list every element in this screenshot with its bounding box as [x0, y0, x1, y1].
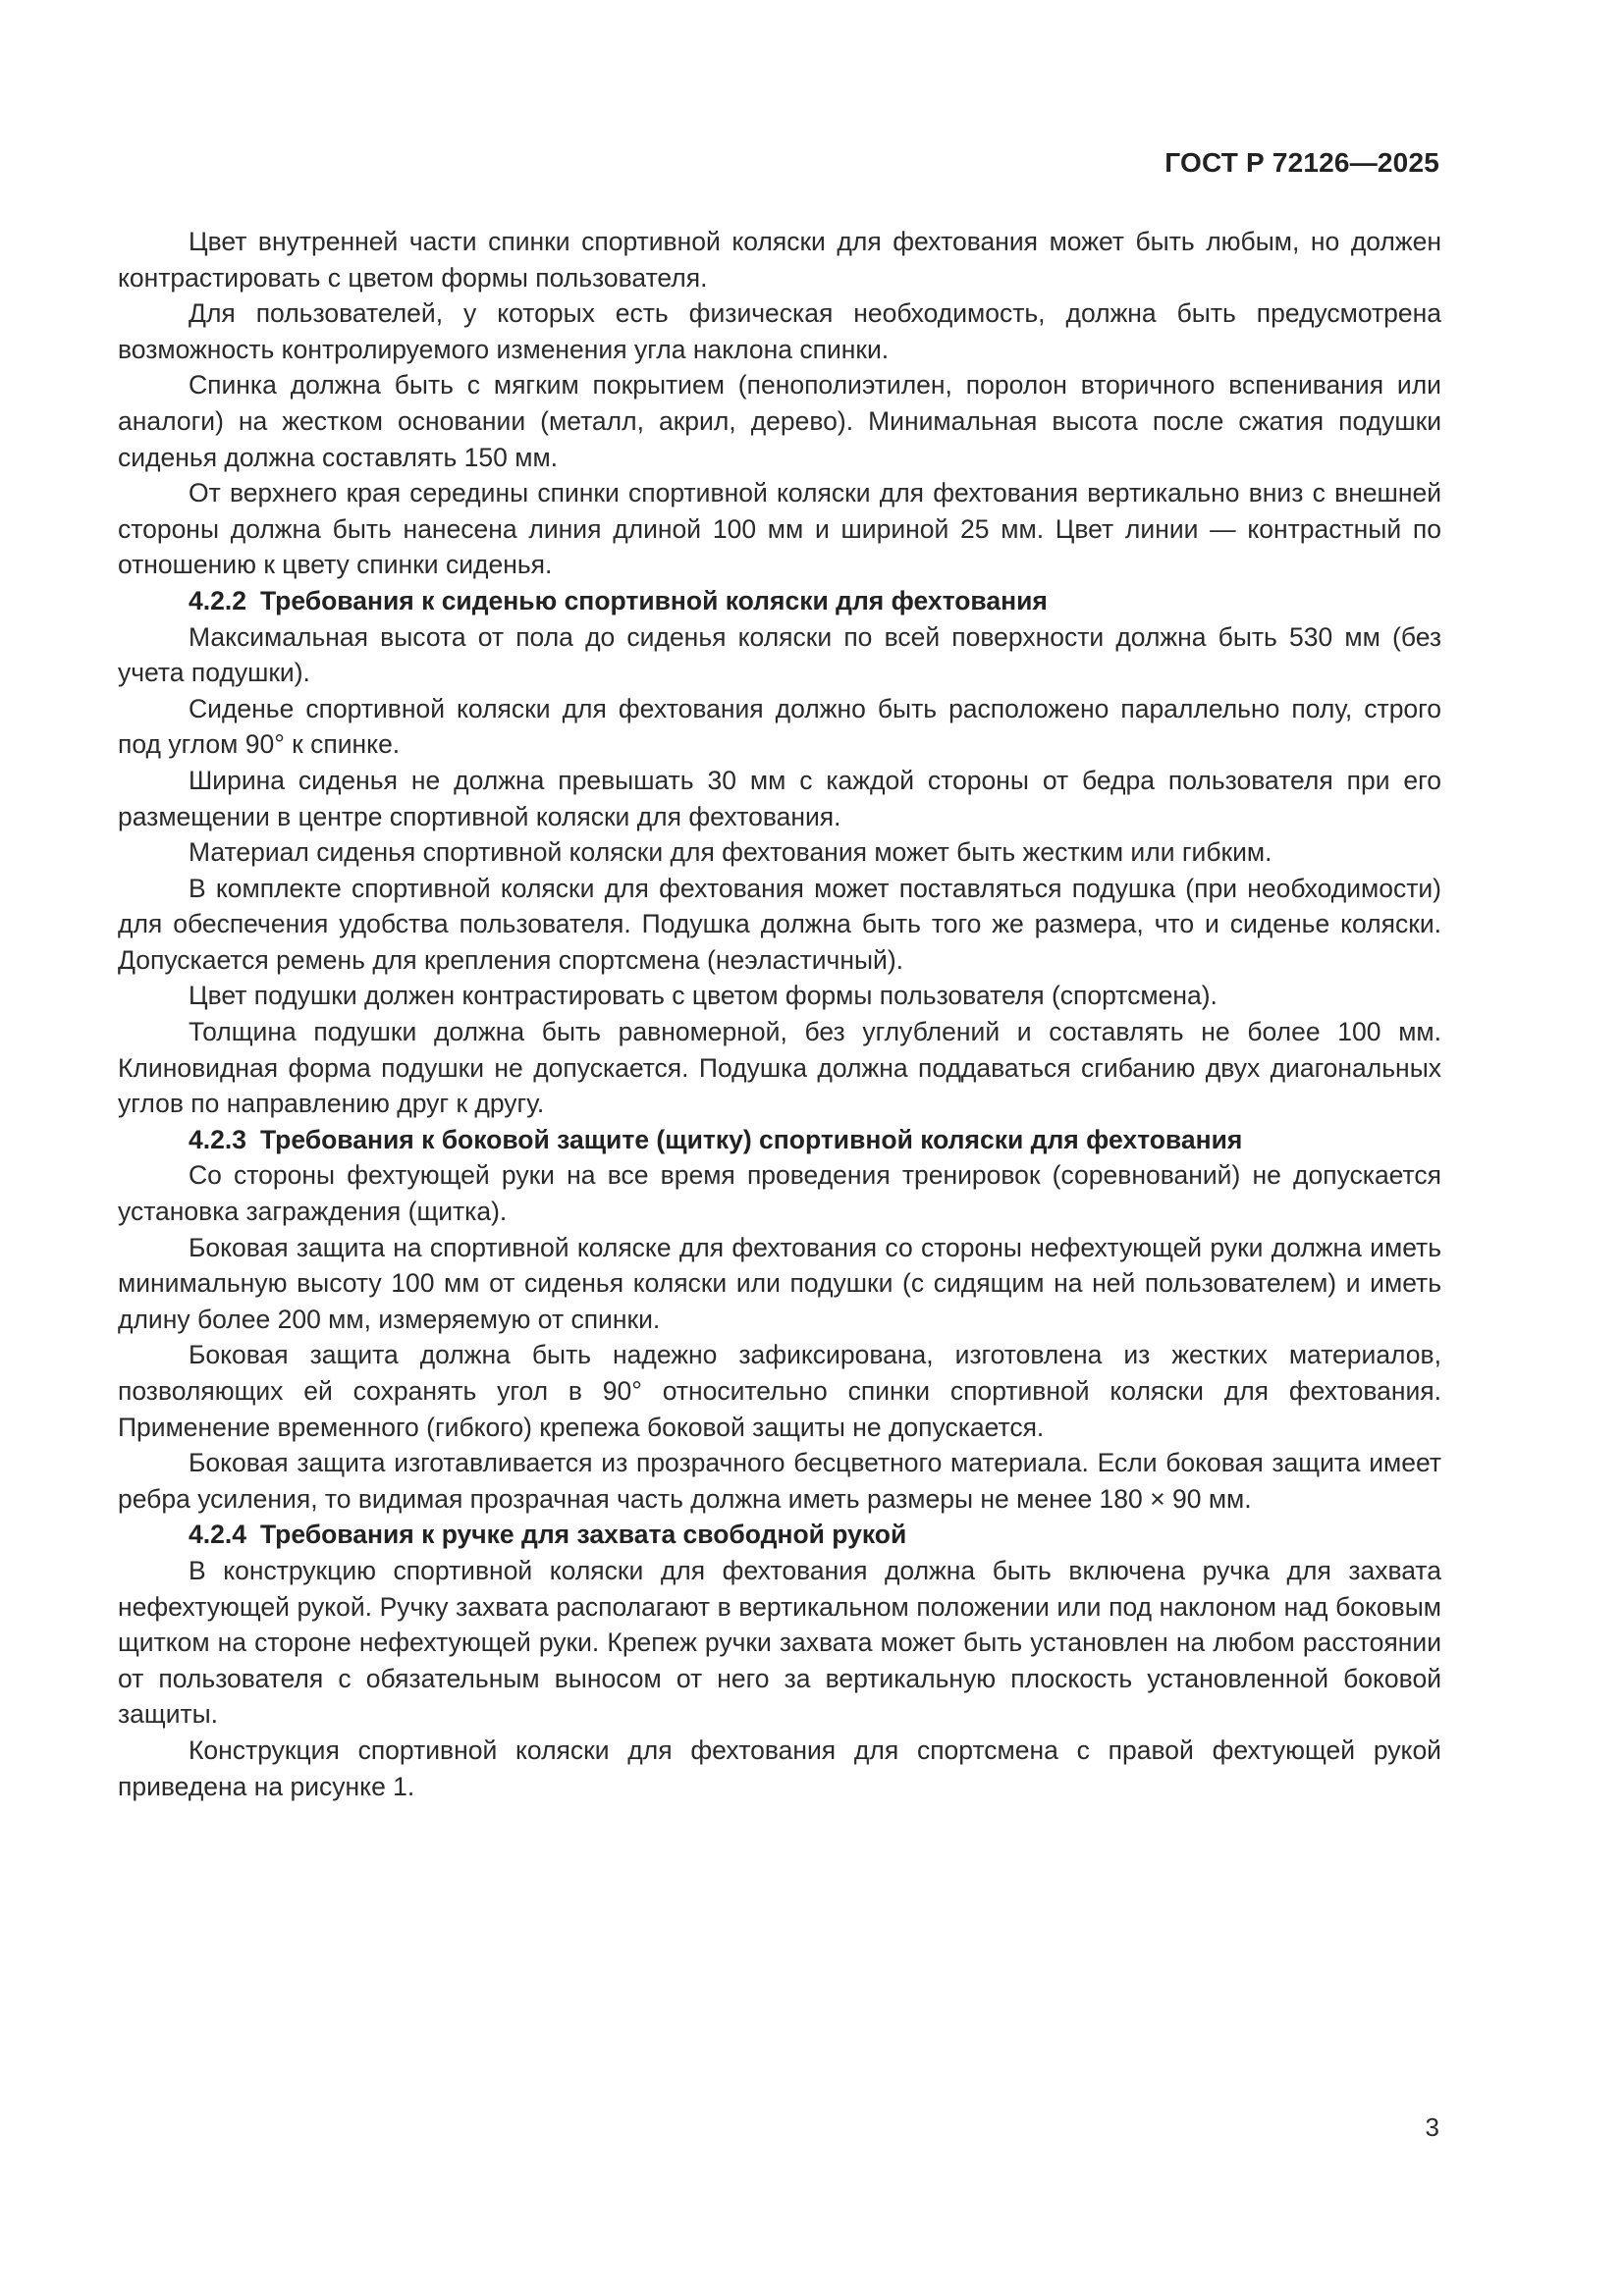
paragraph-backrest-line: От верхнего края середины спинки спортивной коляски для фехтования вертикально вниз с внешней стороны должна быть нанесена линия длиной 100 мм и шириной 25 мм. Цвет линии — контрастный по отношению к цвету спинки сиденья.	[118, 478, 1441, 580]
paragraph-side-guard-material: Боковая защита изготавливается из прозрачного бесцветного материала. Если боковая защита имеет ребра усиления, то видимая прозрачная часть должна иметь размеры не менее 180 × 90 мм.	[118, 1448, 1441, 1514]
paragraph-side-guard-size: Боковая защита на спортивной коляске для фехтования со стороны нефехтующей руки должна иметь минимальную высоту 100 мм от сиденья коляски или подушки (с сидящим на ней пользователем) и иметь длину более 200 мм, измеряемую от спинки.	[118, 1232, 1441, 1334]
section-heading-4-2-4	[118, 1517, 1441, 1553]
document-standard-id: ГОСТ Р 72126—2025	[1164, 147, 1439, 178]
paragraph-cushion-thickness: Толщина подушки должна быть равномерной, без углублений и составлять не более 100 мм. Клиновидная форма подушки не допускается. Подушка должна поддаваться сгибанию двух диагональных углов по направлению друг к другу.	[118, 1017, 1441, 1119]
paragraph-seat-material: Материал сиденья спортивной коляски для фехтования может быть жестким или гибким.	[189, 837, 1272, 868]
section-number: 4.2.4	[189, 1520, 246, 1550]
section-title: Требования к боковой защите (щитку) спортивной коляски для фехтования	[259, 1124, 1243, 1154]
paragraph-side-guard-fixing: Боковая защита должна быть надежно зафиксирована, изготовлена из жестких материалов, позволяющих ей сохранять угол в 90° относительно спинки спортивной коляски для фехтования. Применение временного (гибкого) крепежа боковой защиты не допускается.	[118, 1340, 1441, 1442]
section-number: 4.2.2	[189, 585, 246, 615]
section-number: 4.2.3	[189, 1124, 246, 1154]
paragraph-figure-reference: Конструкция спортивной коляски для фехтования для спортсмена с правой фехтующей рукой приведена на рисунке 1.	[118, 1735, 1441, 1801]
section-title: Требования к сиденью спортивной коляски для фехтования	[259, 585, 1048, 615]
paragraph-seat-width: Ширина сиденья не должна превышать 30 мм с каждой стороны от бедра пользователя при его размещении в центре спортивной коляски для фехтования.	[118, 765, 1441, 831]
paragraph-cushion-supply: В комплекте спортивной коляски для фехтования может поставляться подушка (при необходимости) для обеспечения удобства пользователя. Подушка должна быть того же размера, что и сиденье коляски. Допускается ремень для крепления спортсмена (неэластичный).	[118, 873, 1441, 975]
paragraph-grip-handle: В конструкцию спортивной коляски для фехтования должна быть включена ручка для захвата нефехтующей рукой. Ручку захвата располагают в вертикальном положении или под наклоном над боковым щитком на стороне нефехтующей руки. Крепеж ручки захвата может быть установлен на любом расстоянии от пользователя с обязательным выносом от него за вертикальную плоскость установленной боковой защиты.	[118, 1555, 1441, 1730]
paragraph-fencing-side: Со стороны фехтующей руки на все время проведения тренировок (соревнований) не допускается установка заграждения (щитка).	[118, 1160, 1441, 1227]
page-number: 3	[1425, 2112, 1439, 2142]
section-heading-4-2-3	[118, 1122, 1441, 1158]
paragraph-backrest-color: Цвет внутренней части спинки спортивной коляски для фехтования может быть любым, но должен контрастировать с цветом формы пользователя.	[118, 227, 1441, 293]
paragraph-backrest-padding: Спинка должна быть с мягким покрытием (пенополиэтилен, поролон вторичного вспенивания или аналоги) на жестком основании (металл, акрил, дерево). Минимальная высота после сжатия подушки сиденья должна составлять 150 мм.	[118, 370, 1441, 472]
paragraph-seat-height: Максимальная высота от пола до сиденья коляски по всей поверхности должна быть 530 мм (без учета подушки).	[118, 621, 1441, 688]
section-title: Требования к ручке для захвата свободной рукой	[259, 1520, 907, 1550]
paragraph-backrest-angle: Для пользователей, у которых есть физическая необходимость, должна быть предусмотрена возможность контролируемого изменения угла наклона спинки.	[118, 298, 1441, 364]
paragraph-cushion-color: Цвет подушки должен контрастировать с цветом формы пользователя (спортсмена).	[189, 981, 1218, 1011]
paragraph-seat-angle: Сиденье спортивной коляски для фехтования должно быть расположено параллельно полу, строго под углом 90° к спинке.	[118, 693, 1441, 760]
document-body	[118, 224, 1441, 1804]
section-heading-4-2-2	[118, 583, 1441, 619]
